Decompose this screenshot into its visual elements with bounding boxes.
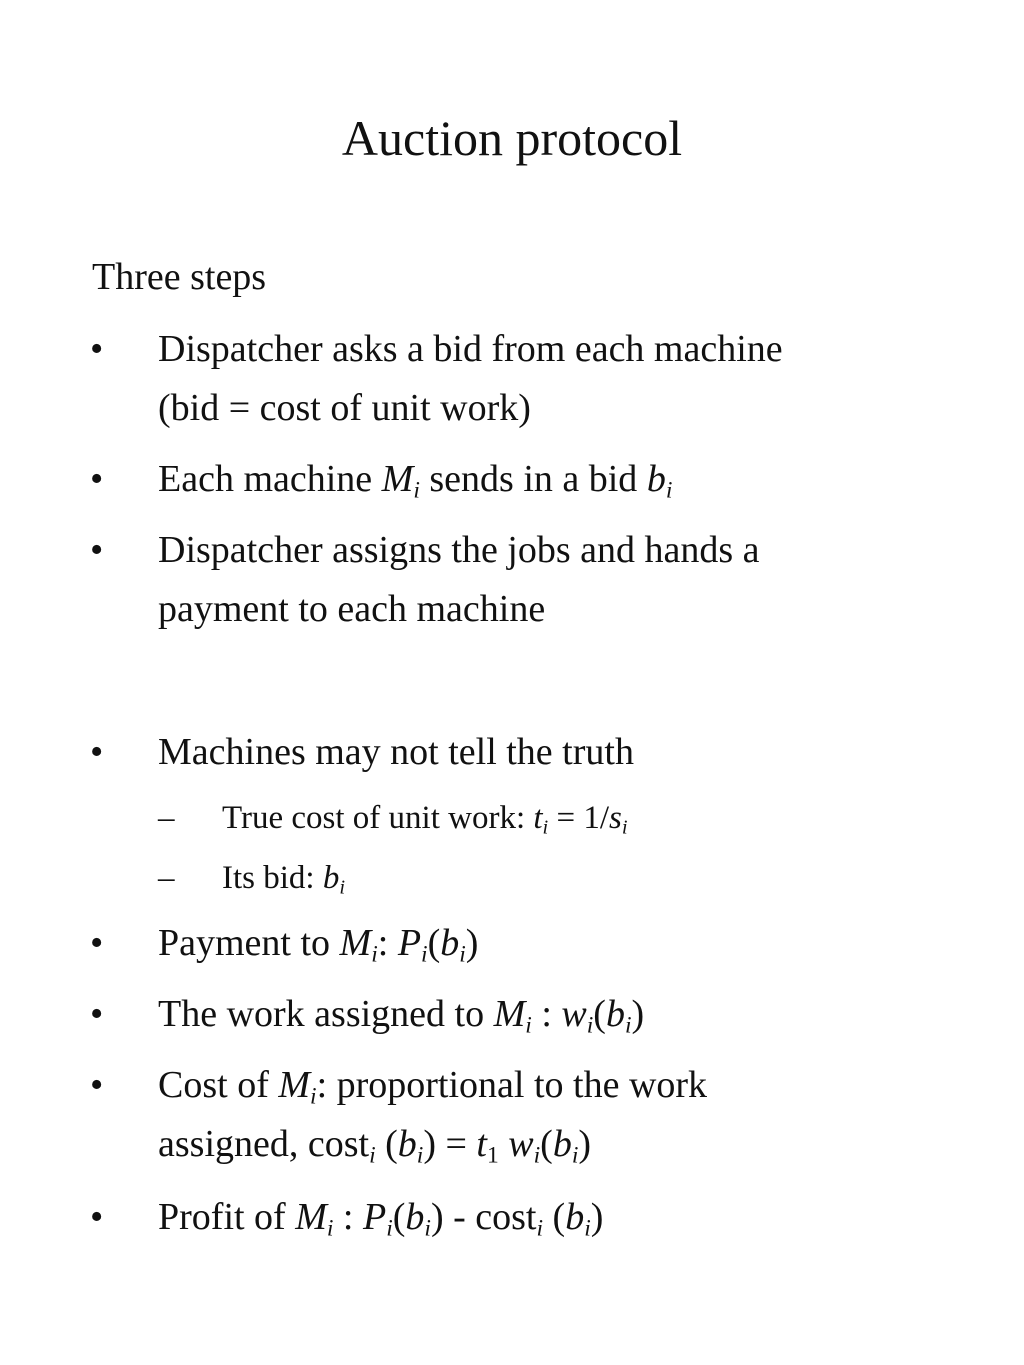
math-var: t [533,800,543,836]
math-var: M [339,922,372,964]
math-var: M [381,458,414,500]
math-subscript: i [386,1215,393,1242]
math-var: M [278,1064,311,1106]
text: Payment to [158,922,340,964]
math-var: s [609,800,622,836]
math-var: w [561,993,587,1035]
math-var: b [565,1196,585,1238]
bullet-content [158,521,938,639]
text: Profit of [158,1196,296,1238]
math-var: b [440,922,460,964]
math-var: b [405,1196,425,1238]
intro-text: Three steps [92,256,267,298]
text: : [333,1196,363,1238]
text: : [531,993,562,1035]
math-var: P [397,922,422,964]
text: ( [427,922,441,964]
math-subscript: i [571,1142,579,1169]
bullet-marker: • [90,1064,104,1106]
math-subscript: i [310,1083,317,1110]
math-var: w [498,1123,534,1165]
math-subscript: i [326,1215,334,1242]
bullet-content [158,450,938,509]
math-subscript: i [533,1142,541,1169]
math-subscript: i [371,941,378,968]
math-subscript: i [584,1215,591,1242]
bullet-content [158,1056,938,1174]
dash-marker: – [158,800,175,836]
math-subscript: i [536,1215,544,1242]
math-var: b [322,860,340,896]
math-subscript: i [424,1215,431,1242]
math-var: t [476,1123,487,1165]
bullet-line: Dispatcher asks a bid from each machine [158,328,783,370]
text: ) [590,1196,604,1238]
bullet-line: (bid = cost of unit work) [158,387,531,429]
text: sends in a bid [419,458,647,500]
math-subscript: i [621,816,628,839]
bullet-marker: • [90,731,104,773]
math-subscript: i [665,477,673,504]
text: : proportional to the work [316,1064,708,1106]
math-subscript: i [542,816,549,839]
text: ( [375,1123,398,1165]
text: = 1/ [548,800,609,836]
text: The work assigned to [158,993,494,1035]
math-var: b [605,993,625,1035]
sub-bullet-content [222,856,922,900]
bullet-marker: • [90,458,104,500]
math-subscript: i [369,1142,376,1169]
text: ( [593,993,606,1035]
text: Each machine [158,458,382,500]
bullet-line [158,1115,938,1174]
bullet-content [158,1188,938,1247]
bullet-marker: • [90,993,104,1035]
bullet-content: Machines may not tell the truth [158,731,634,773]
slide-title: Auction protocol [341,110,683,166]
text: Cost of [158,1064,279,1106]
math-var: b [646,458,666,500]
sub-bullet-content [222,796,922,840]
text: ( [540,1123,553,1165]
math-var: M [493,993,526,1035]
bullet-marker: • [90,529,104,571]
math-subscript: i [421,941,428,968]
bullet-marker: • [90,1196,104,1238]
bullet-content [158,320,938,438]
text: ) - cost [430,1196,537,1238]
math-var: b [552,1123,572,1165]
text: ( [543,1196,566,1238]
dash-marker: – [158,860,175,896]
bullet-line: payment to each machine [158,588,546,630]
math-var: b [397,1123,417,1165]
math-var: M [295,1196,327,1238]
text: ) = [423,1123,477,1165]
text: True cost of unit work: [222,800,534,836]
math-subscript: 1 [486,1142,499,1169]
text: ( [392,1196,406,1238]
math-var: P [362,1196,387,1238]
text: ) [465,922,479,964]
math-subscript: i [459,941,466,968]
text: ) [631,993,645,1035]
math-subscript: i [339,876,346,899]
bullet-line [158,1056,938,1115]
math-subscript: i [586,1012,594,1039]
text: assigned, cost [158,1123,370,1165]
text: Its bid: [222,860,323,896]
bullet-content [158,914,938,973]
bullet-marker: • [90,922,104,964]
math-subscript: i [624,1012,632,1039]
text: ) [578,1123,592,1165]
math-subscript: i [413,477,420,504]
math-subscript: i [525,1012,532,1039]
text: : [377,922,398,964]
math-subscript: i [416,1142,424,1169]
bullet-marker: • [90,328,104,370]
bullet-content [158,985,938,1044]
bullet-line: Dispatcher assigns the jobs and hands a [158,529,760,571]
